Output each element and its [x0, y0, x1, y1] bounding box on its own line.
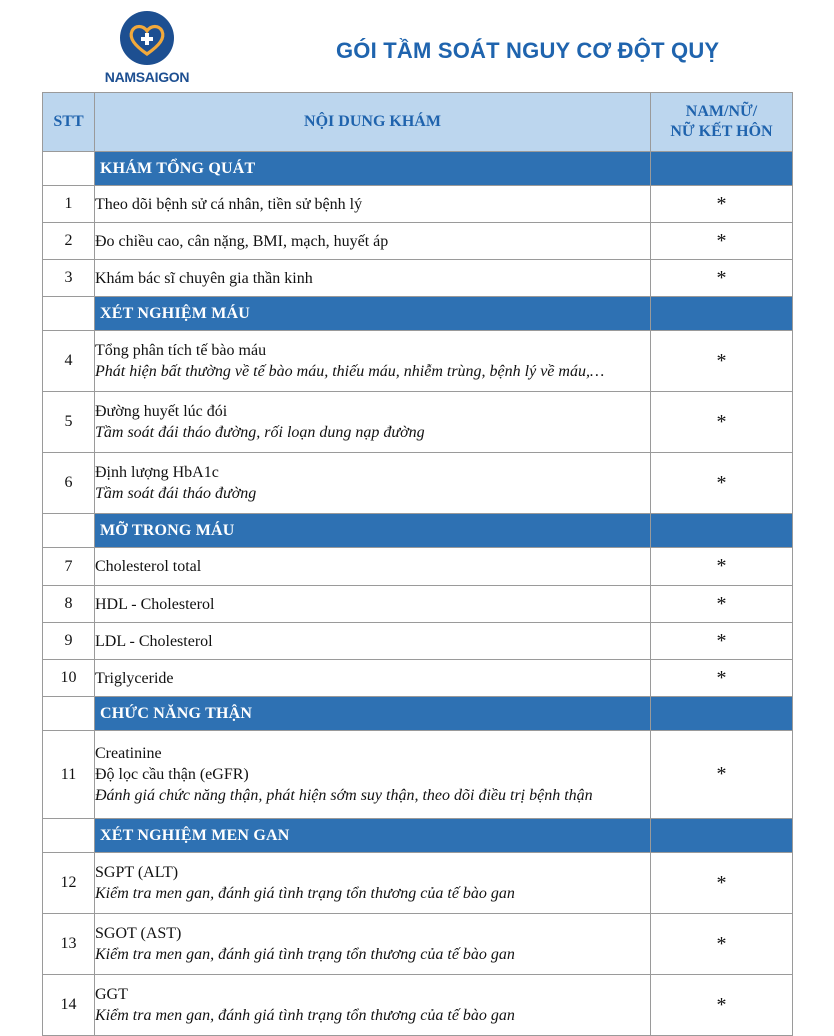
row-content: [95, 975, 651, 1036]
row-number: 10: [43, 660, 95, 697]
row-mark: *: [651, 186, 793, 223]
item-title: LDL - Cholesterol: [95, 632, 213, 650]
row-content: [95, 853, 651, 914]
item-description: Đánh giá chức năng thận, phát hiện sớm suy thận, theo dõi điều trị bệnh thận: [95, 787, 593, 804]
row-content: [95, 914, 651, 975]
heart-cross-icon: [116, 10, 178, 66]
table-row: [43, 586, 793, 623]
row-mark: *: [651, 260, 793, 297]
row-mark: *: [651, 731, 793, 819]
table-row: [43, 731, 793, 819]
page-title: GÓI TẦM SOÁT NGUY CƠ ĐỘT QUỴ: [336, 38, 720, 63]
table-row: [43, 186, 793, 223]
item-title: Định lượng HbA1c: [95, 464, 219, 481]
row-mark: *: [651, 975, 793, 1036]
row-mark: *: [651, 623, 793, 660]
row-number: 4: [43, 331, 95, 392]
row-content: [95, 186, 651, 223]
item-title: Cholesterol total: [95, 558, 202, 575]
row-mark: *: [651, 548, 793, 586]
item-description: Tầm soát đái tháo đường: [95, 485, 257, 502]
row-number: 9: [43, 623, 95, 660]
section-title: KHÁM TỔNG QUÁT: [95, 152, 651, 186]
row-content: [95, 586, 651, 623]
col-header-mark-line1: NAM/NỮ/: [685, 103, 758, 120]
item-description: Kiểm tra men gan, đánh giá tình trạng tổn thương của tế bào gan: [95, 1007, 515, 1024]
section-row: [43, 697, 793, 731]
row-mark: *: [651, 914, 793, 975]
row-mark: *: [651, 392, 793, 453]
item-title: Đường huyết lúc đói: [95, 403, 228, 420]
section-title: MỠ TRONG MÁU: [95, 514, 651, 548]
item-description: Kiểm tra men gan, đánh giá tình trạng tổn thương của tế bào gan: [95, 885, 515, 902]
section-title: XÉT NGHIỆM MEN GAN: [95, 819, 651, 853]
row-content: [95, 392, 651, 453]
item-title: HDL - Cholesterol: [95, 595, 215, 613]
row-mark: *: [651, 223, 793, 260]
item-title: Theo dõi bệnh sử cá nhân, tiền sử bệnh lý: [95, 195, 363, 213]
item-description: Phát hiện bất thường về tế bào máu, thiếu máu, nhiễm trùng, bệnh lý về máu,…: [95, 363, 605, 380]
row-number: 12: [43, 853, 95, 914]
table-row: [43, 260, 793, 297]
col-header-stt: STT: [43, 93, 95, 152]
table-row: [43, 453, 793, 514]
row-mark: *: [651, 331, 793, 392]
table-row: [43, 914, 793, 975]
row-mark: *: [651, 586, 793, 623]
row-number: 5: [43, 392, 95, 453]
exam-table: [42, 92, 793, 1036]
col-header-mark: [651, 93, 793, 152]
row-content: [95, 453, 651, 514]
section-title: XÉT NGHIỆM MÁU: [95, 297, 651, 331]
table-row: [43, 975, 793, 1036]
table-row: [43, 392, 793, 453]
col-header-mark-line2: NỮ KẾT HÔN: [670, 123, 773, 140]
item-title-2: Độ lọc cầu thận (eGFR): [95, 766, 249, 783]
row-number: 3: [43, 260, 95, 297]
item-title: Triglyceride: [95, 669, 174, 687]
row-number: 6: [43, 453, 95, 514]
section-row: [43, 152, 793, 186]
row-number: 14: [43, 975, 95, 1036]
page-header: [0, 0, 834, 92]
row-content: [95, 660, 651, 697]
table-row: [43, 660, 793, 697]
item-title: Khám bác sĩ chuyên gia thần kinh: [95, 269, 313, 287]
item-description: Kiểm tra men gan, đánh giá tình trạng tổn thương của tế bào gan: [95, 946, 515, 963]
item-title: Tổng phân tích tế bào máu: [95, 342, 267, 359]
table-row: [43, 331, 793, 392]
row-number: 7: [43, 548, 95, 586]
row-number: 1: [43, 186, 95, 223]
item-description: Tầm soát đái tháo đường, rối loạn dung nạp đường: [95, 424, 425, 441]
row-content: [95, 548, 651, 586]
row-content: [95, 223, 651, 260]
table-row: [43, 623, 793, 660]
item-title: Đo chiều cao, cân nặng, BMI, mạch, huyết áp: [95, 232, 389, 250]
row-mark: *: [651, 660, 793, 697]
row-number: 11: [43, 731, 95, 819]
section-row: [43, 819, 793, 853]
table-row: [43, 223, 793, 260]
table-row: [43, 548, 793, 586]
row-number: 8: [43, 586, 95, 623]
row-mark: *: [651, 853, 793, 914]
row-content: [95, 260, 651, 297]
section-row: [43, 297, 793, 331]
section-title: CHỨC NĂNG THẬN: [95, 697, 651, 731]
table-row: [43, 853, 793, 914]
row-content: [95, 331, 651, 392]
row-mark: *: [651, 453, 793, 514]
row-content: [95, 731, 651, 819]
item-title: SGPT (ALT): [95, 864, 179, 881]
item-title: SGOT (AST): [95, 925, 182, 942]
col-header-content: NỘI DUNG KHÁM: [95, 93, 651, 152]
brand-name: NAMSAIGON: [104, 69, 190, 85]
item-title: GGT: [95, 986, 128, 1003]
section-row: [43, 514, 793, 548]
item-title: Creatinine: [95, 745, 162, 762]
row-content: [95, 623, 651, 660]
brand-logo: [92, 10, 202, 90]
row-number: 2: [43, 223, 95, 260]
row-number: 13: [43, 914, 95, 975]
table-header-row: [43, 93, 793, 152]
